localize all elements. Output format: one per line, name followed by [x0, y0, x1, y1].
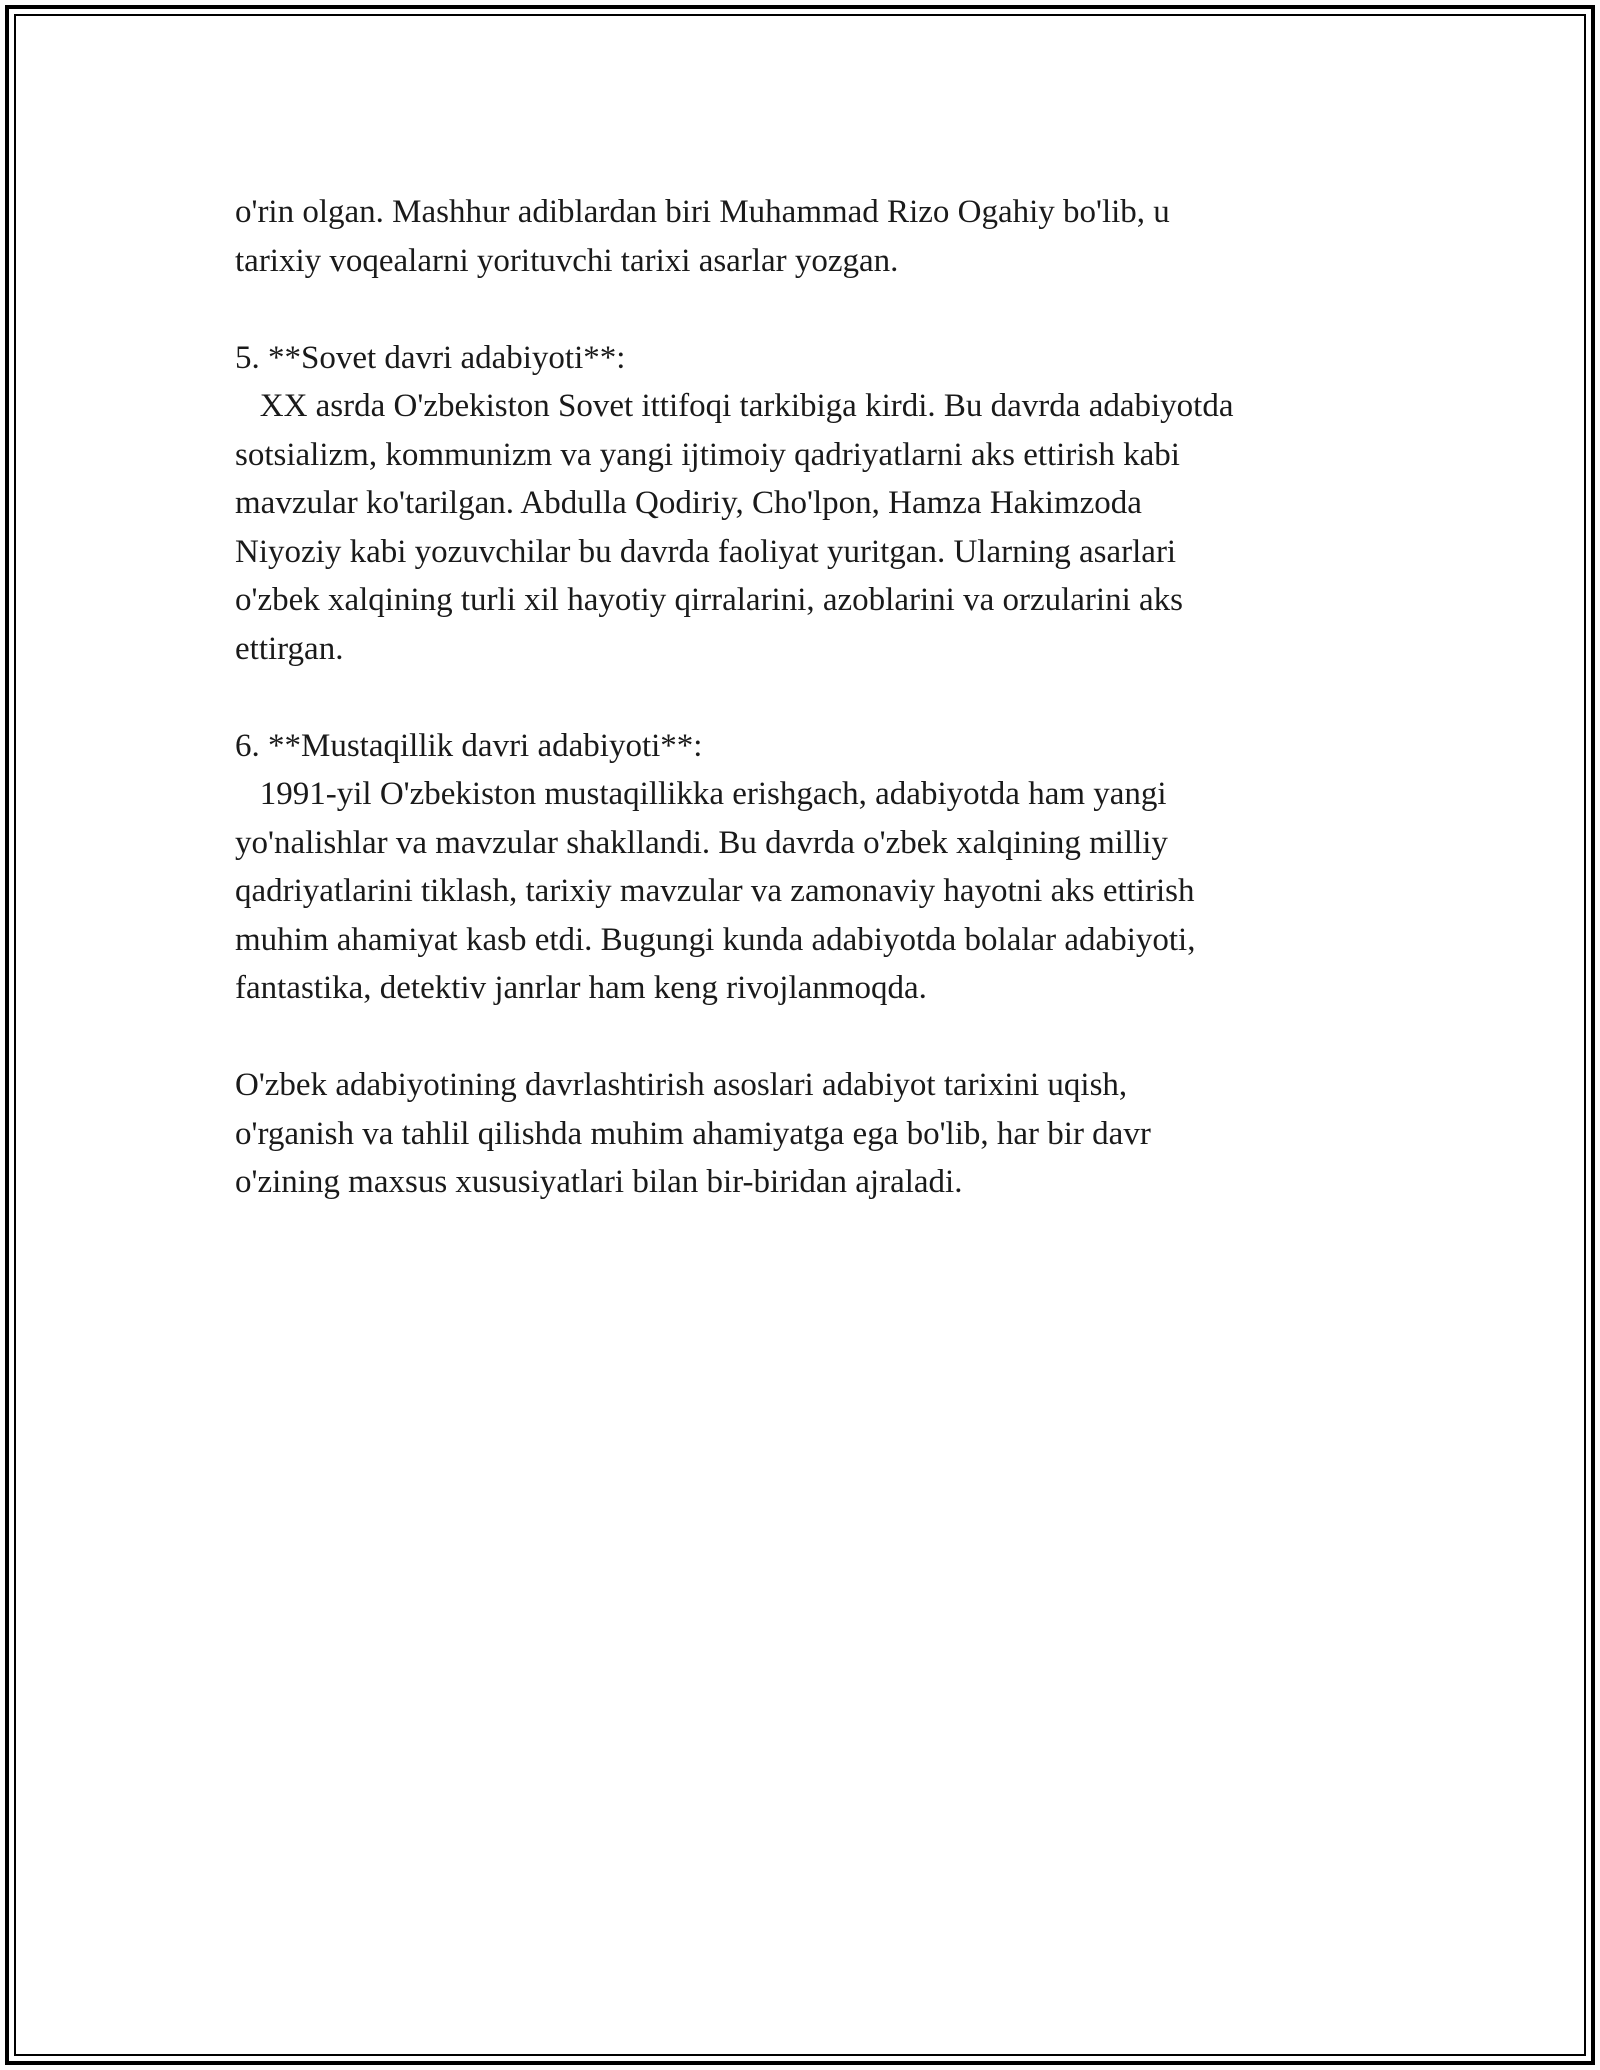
paragraph-spacer	[235, 1013, 1415, 1062]
text-line: Niyoziy kabi yozuvchilar bu davrda faoliyat yuritgan. Ularning asarlari	[235, 533, 1177, 570]
section-heading: 6. **Mustaqillik davri adabiyoti**:	[235, 727, 703, 764]
section-independence-period	[235, 722, 1415, 1013]
text-line: qadriyatlarini tiklash, tarixiy mavzular va zamonaviy hayotni aks ettirish	[235, 873, 1195, 909]
text-line: yo'nalishlar va mavzular shakllandi. Bu davrda o'zbek xalqining milliy	[235, 824, 1168, 861]
text-line: tarixiy voqealarni yorituvchi tarixi asarlar yozgan.	[235, 242, 899, 279]
paragraph-spacer	[235, 285, 1415, 334]
text-line: o'zining maxsus xususiyatlari bilan bir-biridan ajraladi.	[235, 1164, 963, 1200]
text-line: fantastika, detektiv janrlar ham keng rivojlanmoqda.	[235, 970, 927, 1006]
paragraph-conclusion	[235, 1061, 1415, 1207]
section-soviet-period	[235, 334, 1415, 674]
text-line: XX asrda O'zbekiston Sovet ittifoqi tarkibiga kirdi. Bu davrda adabiyotda	[235, 388, 1234, 424]
text-line: muhim ahamiyat kasb etdi. Bugungi kunda adabiyotda bolalar adabiyoti,	[235, 921, 1196, 958]
text-line: 1991-yil O'zbekiston mustaqillikka erishgach, adabiyotda ham yangi	[235, 776, 1167, 812]
text-line: O'zbek adabiyotining davrlashtirish asoslari adabiyot tarixini uqish,	[235, 1067, 1128, 1103]
text-line: o'rganish va tahlil qilishda muhim ahamiyatga ega bo'lib, har bir davr	[235, 1115, 1151, 1152]
text-line: sotsializm, kommunizm va yangi ijtimoiy qadriyatlarni aks ettirish kabi	[235, 436, 1180, 473]
text-line: o'zbek xalqining turli xil hayotiy qirralarini, azoblarini va orzularini aks	[235, 582, 1183, 618]
text-line: mavzular ko'tarilgan. Abdulla Qodiriy, Cho'lpon, Hamza Hakimzoda	[235, 485, 1142, 521]
paragraph-ogahiy	[235, 188, 1415, 285]
section-heading: 5. **Sovet davri adabiyoti**:	[235, 339, 626, 376]
document-body	[235, 188, 1415, 1207]
paragraph-spacer	[235, 673, 1415, 722]
text-line: o'rin olgan. Mashhur adiblardan biri Muhammad Rizo Ogahiy bo'lib, u	[235, 194, 1170, 230]
text-line: ettirgan.	[235, 630, 344, 667]
